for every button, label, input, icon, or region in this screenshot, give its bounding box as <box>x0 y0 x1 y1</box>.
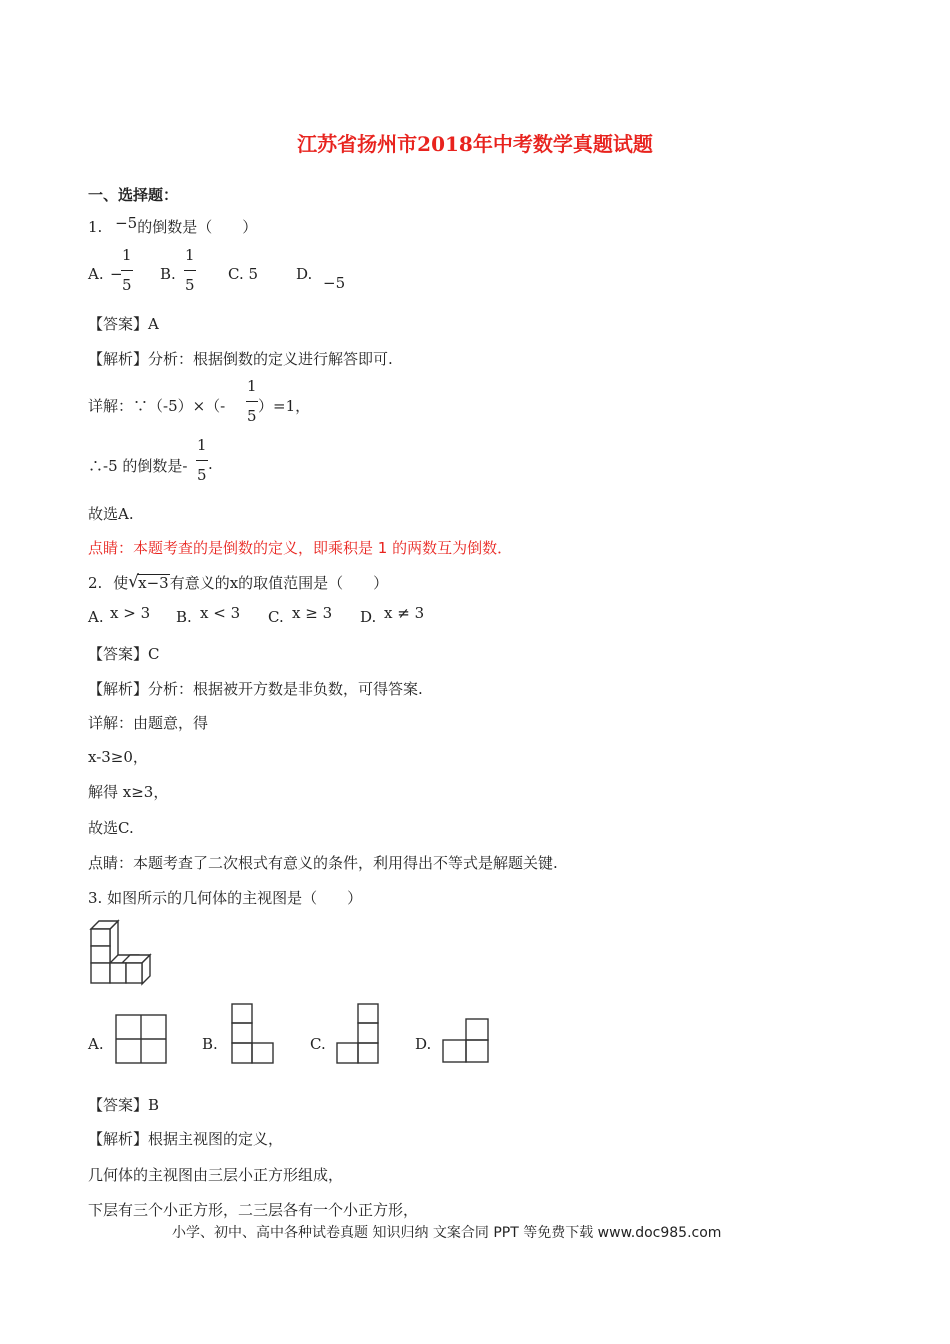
q2-option-d-label: D. <box>360 608 377 626</box>
page-footer: 小学、初中、高中各种试卷真题 知识归纳 文案合同 PPT 等免费下载 www.doc985.com <box>172 1225 722 1241</box>
q1-analysis: 【解析】分析：根据倒数的定义进行解答即可. <box>88 350 393 368</box>
q1-detail-numerator: 1 <box>247 377 257 395</box>
q2-step1: x-3≥0， <box>88 748 148 766</box>
q1-number: 1. <box>88 218 103 236</box>
q1-detail-fraction <box>246 379 258 424</box>
q1-therefore-fraction <box>196 438 208 483</box>
q1-option-b-fraction <box>184 248 196 293</box>
q1-option-a-sign: − <box>110 265 123 283</box>
q3-line2: 下层有三个小正方形，二三层各有一个小正方形， <box>88 1201 419 1219</box>
q2-option-c-value: x ≥ 3 <box>292 604 333 622</box>
q1-answer: 【答案】A <box>88 315 159 333</box>
q1-option-a-label: A. <box>88 265 104 283</box>
q3-option-c-label: C. <box>310 1035 326 1053</box>
q2-option-c-label: C. <box>268 608 284 626</box>
q2-radicand: x−3 <box>138 574 169 592</box>
q2-option-a-value: x > 3 <box>110 604 151 622</box>
q2-choose: 故选C. <box>88 819 134 837</box>
q1-option-a-denominator: 5 <box>121 270 133 293</box>
q1-option-b-denominator: 5 <box>184 270 196 293</box>
q2-stem-text-b: 有意义的x的取值范围是（ ） <box>169 574 389 592</box>
q1-therefore-text-a: ∴-5 的倒数是- <box>88 457 188 475</box>
q1-option-c: C. 5 <box>228 265 259 283</box>
q3-option-b-label: B. <box>202 1035 218 1053</box>
q1-detail-text-a: 详解：∵（-5）×（- <box>88 397 226 415</box>
q2-option-b-label: B. <box>176 608 192 626</box>
q3-option-d-view <box>442 1018 490 1064</box>
q2-stem <box>88 572 388 593</box>
q3-stem: 3. 如图所示的几何体的主视图是（ ） <box>88 889 363 907</box>
q3-option-a-label: A. <box>88 1035 104 1053</box>
q2-option-b-value: x < 3 <box>200 604 241 622</box>
q3-option-a-view <box>115 1014 167 1064</box>
q2-tip: 点睛：本题考查了二次根式有意义的条件，利用得出不等式是解题关键. <box>88 854 558 872</box>
q3-option-c-view <box>336 1003 380 1064</box>
q2-stem-text-a: 使 <box>113 574 129 592</box>
q2-detail: 详解：由题意，得 <box>88 714 209 732</box>
q1-stem-value: −5 <box>115 214 138 232</box>
q1-therefore-text-b: . <box>208 455 213 473</box>
q2-option-a-label: A. <box>88 608 104 626</box>
q1-choose: 故选A. <box>88 505 134 523</box>
q2-option-d-value: x ≠ 3 <box>384 604 425 622</box>
q1-tip: 点睛：本题考查的是倒数的定义，即乘积是 1 的两数互为倒数． <box>88 539 513 557</box>
q1-option-b-numerator: 1 <box>185 246 195 264</box>
q1-stem <box>88 216 257 237</box>
q3-answer: 【答案】B <box>88 1096 160 1114</box>
q3-line1: 几何体的主视图由三层小正方形组成， <box>88 1166 344 1184</box>
q1-stem-text: 的倒数是（ ） <box>137 218 258 236</box>
q1-option-d-value: −5 <box>323 274 346 292</box>
q1-option-d <box>296 265 346 292</box>
q1-option-b-label: B. <box>160 265 176 283</box>
q3-analysis: 【解析】根据主视图的定义， <box>88 1130 284 1148</box>
q2-answer: 【答案】C <box>88 645 160 663</box>
q1-detail-denominator: 5 <box>246 401 258 424</box>
q2-radical <box>128 574 170 592</box>
q1-therefore-numerator: 1 <box>197 436 207 454</box>
q3-option-b-view <box>231 1003 275 1064</box>
q3-geometry-figure <box>88 918 154 988</box>
q1-detail-text-b: ）=1， <box>258 397 311 415</box>
q2-number: 2. <box>88 574 103 592</box>
q1-option-a-fraction <box>121 248 133 293</box>
section-heading: 一、选择题： <box>88 186 179 204</box>
radical-sign-icon: √ <box>128 572 139 592</box>
q1-option-d-label: D. <box>296 265 313 283</box>
page-title: 江苏省扬州市2018年中考数学真题试题 <box>297 132 653 156</box>
q2-analysis: 【解析】分析：根据被开方数是非负数，可得答案. <box>88 680 423 698</box>
q1-option-a-numerator: 1 <box>122 246 132 264</box>
q2-step2: 解得 x≥3， <box>88 783 169 801</box>
q1-therefore-denominator: 5 <box>196 460 208 483</box>
q3-option-d-label: D. <box>415 1035 432 1053</box>
